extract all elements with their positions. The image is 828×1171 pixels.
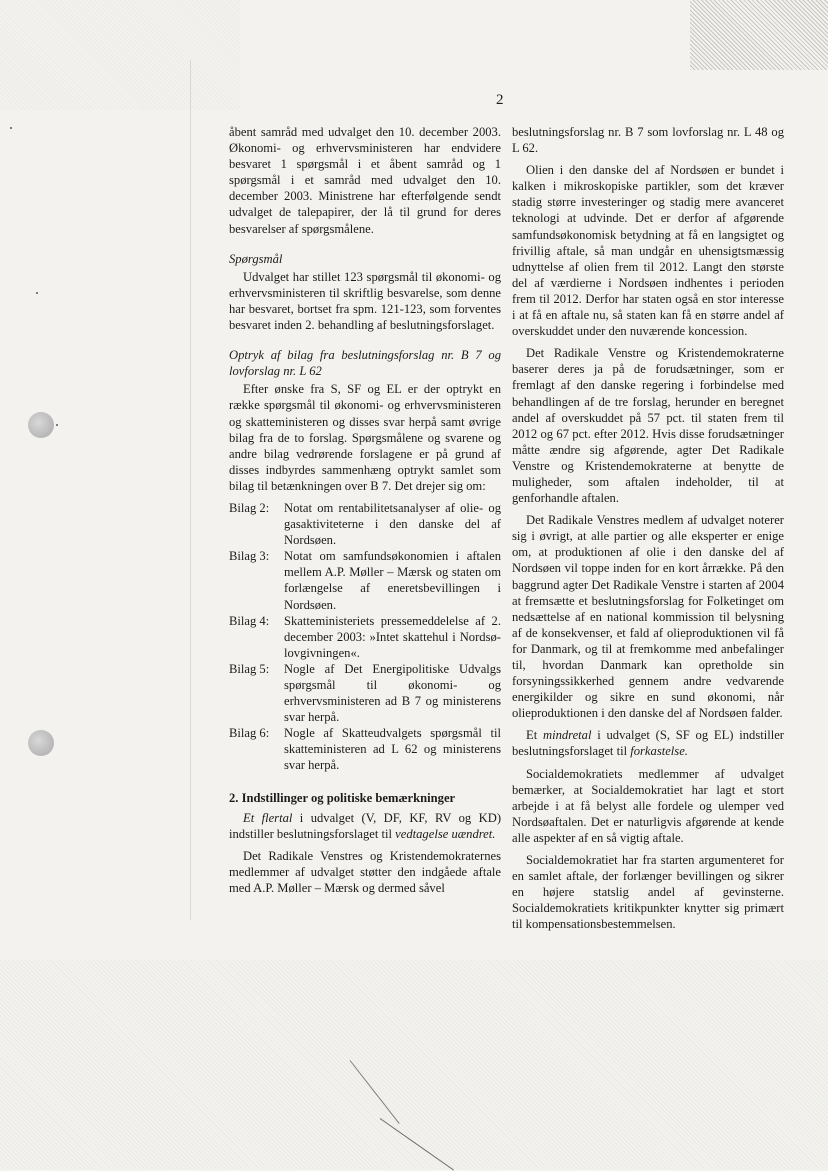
scan-noise-top-right	[690, 0, 828, 70]
scan-noise-bottom	[0, 960, 828, 1169]
bilag-item	[229, 548, 501, 612]
bilag-item	[229, 613, 501, 661]
left-column	[229, 124, 501, 902]
punch-hole-top	[28, 412, 54, 438]
bilag-item	[229, 661, 501, 725]
bilag-label: Bilag 2:	[229, 500, 270, 515]
text: i udvalget (S, SF og EL) indstiller beslutningsforslaget til	[512, 728, 784, 759]
speck	[10, 127, 12, 129]
emphasis: forkastelse.	[630, 744, 688, 759]
heading-optryk: Optryk af bilag fra beslutningsforslag nr. B 7 og lovforslag nr. L 62	[229, 348, 501, 379]
emphasis: Et flertal	[243, 810, 293, 825]
heading-questions: Spørgsmål	[229, 251, 283, 266]
paragraph	[229, 810, 501, 842]
punch-hole-bottom	[28, 730, 54, 756]
paragraph	[512, 727, 784, 759]
bilag-label: Bilag 3:	[229, 549, 270, 564]
bilag-item	[229, 500, 501, 548]
bilag-text: Nogle af Skatteudvalgets spørgsmål til skatteministeren ad L 62 og ministerens svar herpå.	[284, 726, 501, 773]
paragraph: Socialdemokratiet har fra starten argumenteret for en samlet aftale, der forlænger bevillingen og sikrer en højere statslig andel af gevinsterne. Socialdemokratiets kritikpunkter knytter sig primært til kompensationsbestemmelsen.	[512, 853, 784, 932]
page-number: 2	[496, 92, 504, 108]
margin-line	[190, 60, 191, 920]
bilag-label: Bilag 5:	[229, 661, 270, 676]
paragraph: beslutningsforslag nr. B 7 som lovforslag nr. L 48 og L 62.	[512, 125, 784, 156]
speck	[56, 424, 58, 426]
text: Et	[526, 728, 543, 743]
section-heading: 2. Indstillinger og politiske bemærkninger	[229, 790, 456, 805]
bilag-text: Skatteministeriets pressemeddelelse af 2. december 2003: »Intet skattehul i Nordsø-lovgivningen«.	[284, 613, 501, 660]
emphasis: vedtagelse uændret.	[395, 826, 496, 841]
paragraph: Udvalget har stillet 123 spørgsmål til økonomi- og erhvervsministeren til skriftlig besvarelse, som denne har besvaret, bortset fra spm. 121-123, som forventes besvaret inden 2. behandling af beslutningsforslaget.	[229, 269, 501, 333]
bilag-label: Bilag 6:	[229, 726, 270, 741]
bilag-item	[229, 725, 501, 773]
paragraph: Olien i den danske del af Nordsøen er bundet i kalken i mikroskopiske partikler, som det kræver stadig større investeringer og stadig mere avanceret teknologi at udvinde. Det er derfor af afgørende samfundsøkonomisk betydning at få en langsigtet og frivillig aftale, så man undgår en uhensigtsmæssig udnyttelse af olien frem til 2012. Langt den største del af værdierne i Nordsøen indhentes i perioden frem til 2012. Derfor har staten også en stor interesse i at få en aftale nu, så staten kan få en større andel af overskuddet under den nuværende koncession.	[512, 163, 784, 339]
paragraph: åbent samråd med udvalget den 10. december 2003. Økonomi- og erhvervsministeren har endvidere besvaret 1 spørgsmål i et åbent samråd og 1 spørgsmål i et samråd med udvalget den 10. december 2003. Ministrene har efterfølgende sendt udvalget de talepapirer, der lå til grund for deres besvarelser af spørgsmålene.	[229, 125, 501, 236]
bilag-text: Notat om samfundsøkonomien i aftalen mellem A.P. Møller – Mærsk og staten om forlængelse af eneretsbevillingen i Nordsøen.	[284, 549, 501, 612]
speck	[36, 292, 38, 294]
right-column	[512, 124, 784, 939]
paragraph: Det Radikale Venstres og Kristendemokraternes medlemmer af udvalget støtter den indgåede aftale med A.P. Møller – Mærsk og dermed såvel	[229, 848, 501, 896]
scan-noise-top-left	[0, 0, 240, 110]
paragraph: Det Radikale Venstres medlem af udvalget noterer sig i øvrigt, at alle partier og alle eksperter er enige om, at produktionen af olie i den danske del af Nordsøen vil toppe inden for en kort årrække. På den baggrund agter Det Radikale Venstre i starten af 2004 at fremsætte et beslutningsforslag for Folketinget om nedsættelse af en national kommission til belysning af de konsekvenser, et fald af olieproduktionen vil få for Danmark, og til at fremkomme med anbefalinger til, hvordan Danmark kan opretholde sin forsyningssikkerhed gennem andre vedvarende energikilder og sikre en sund økonomi, når olieproduktionen i den danske del af Nordsøen falder.	[512, 513, 784, 721]
bilag-text: Notat om rentabilitetsanalyser af olie- og gasaktiviteterne i den danske del af Nordsøen.	[284, 500, 501, 548]
text: i udvalget (V, DF, KF, RV og KD) indstiller beslutningsforslaget til	[229, 810, 502, 841]
paragraph: Efter ønske fra S, SF og EL er der optrykt en række spørgsmål til økonomi- og erhvervsministeren og skatteministeren og disses svar herpå samt øvrige bilag fra de to forslag. Spørgsmålene og svarene og andre bilag vedrørende forslagene er på grund af disses indbyrdes sammenhæng optrykt samlet som bilag til betænkningen over B 7. Det drejer sig om:	[229, 382, 501, 493]
paragraph: Det Radikale Venstre og Kristendemokraterne baserer deres ja på de forudsætninger, som er fremlagt af den danske regering i forbindelse med behandlingen af de tre forslag, herunder en beregnet andel af overskuddet på 57 pct. til staten frem til 2012 og 67 pct. efter 2012. Hvis disse forudsætninger måtte ændre sig afgørende, agter Det Radikale Venstre og Kristendemokraterne at benytte de muligheder, som aftalen indeholder, til at genforhandle aftalen.	[512, 346, 784, 506]
bilag-text: Nogle af Det Energipolitiske Udvalgs spørgsmål til økonomi- og erhvervsministeren ad B 7 og ministerens svar herpå.	[284, 661, 501, 725]
emphasis: mindretal	[542, 728, 592, 743]
paragraph: Socialdemokratiets medlemmer af udvalget bemærker, at Socialdemokratiet har lagt et stort arbejde i at få belyst alle fordele og ulemper ved Nordsøaftalen. Det er naturligvis afgørende at kende alle aspekter af en så vigtig aftale.	[512, 766, 784, 845]
bilag-label: Bilag 4:	[229, 613, 270, 628]
